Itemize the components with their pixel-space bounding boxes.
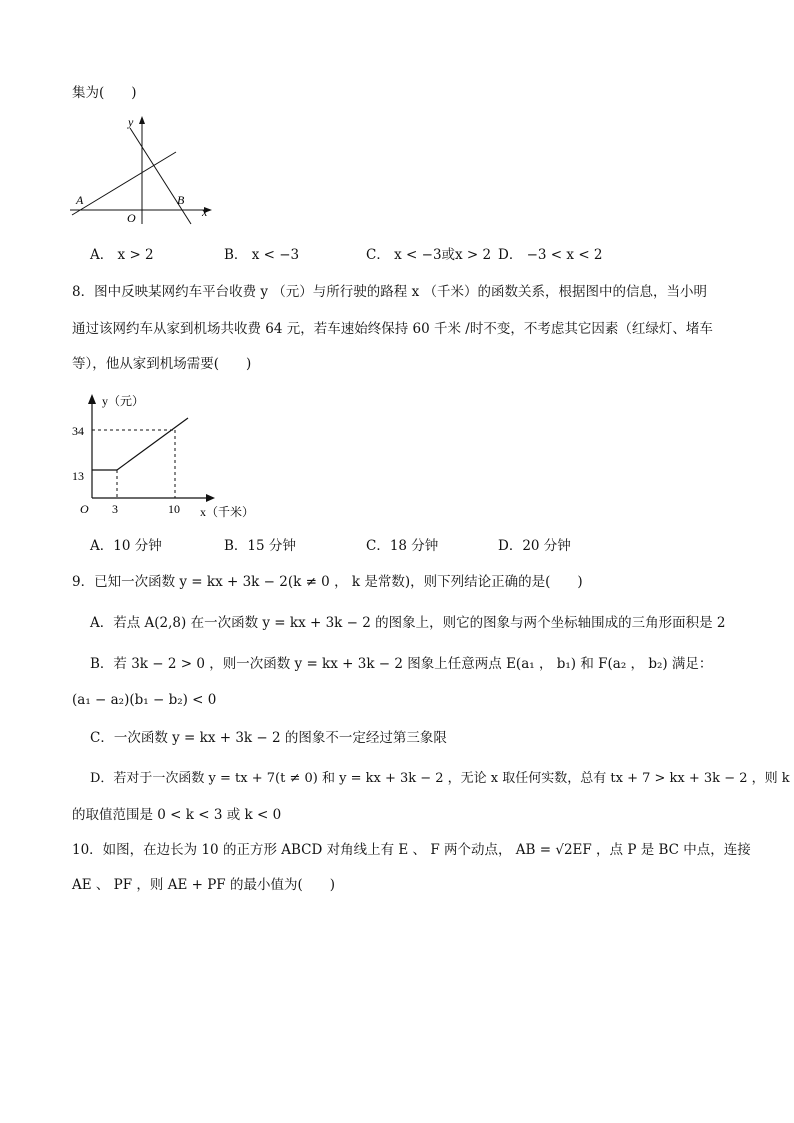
q8-stem-line2: 通过该网约车从家到机场共收费 64 元，若车速始终保持 60 千米 /时不变，不考虑其它因素（红绿灯、堵车 [72, 321, 713, 337]
q8-option-b: B．15 分钟 [224, 538, 296, 554]
q7-y-axis-label: y [128, 115, 134, 129]
q7-option-a: A． x > 2 [90, 247, 154, 263]
q7-option-c: C． x < −3或x > 2 [366, 247, 492, 263]
q7-stem-tail: 集为( ) [72, 85, 137, 101]
q8-stem-line1: 8．图中反映某网约车平台收费 y （元）与所行驶的路程 x （千米）的函数关系，根据图中的信息，当小明 [72, 284, 707, 300]
q8-x-tick-3: 3 [112, 502, 118, 516]
q7-graph [66, 112, 226, 227]
q8-option-d: D．20 分钟 [498, 538, 571, 554]
q8-y-axis-label: y（元） [102, 394, 145, 408]
q7-option-b: B． x < −3 [224, 247, 300, 263]
q8-x-tick-10: 10 [168, 502, 180, 516]
q9-option-b-line2: (a₁ − a₂)(b₁ − b₂) < 0 [72, 692, 217, 708]
q9-option-d-line2: 的取值范围是 0 < k < 3 或 k < 0 [72, 807, 282, 823]
q8-option-a: A．10 分钟 [90, 538, 162, 554]
q9-option-b-line1: B．若 3k − 2 > 0 ，则一次函数 y = kx + 3k − 2 图象上任意两点 E(a₁ ， b₁) 和 F(a₂ ， b₂) 满足： [90, 656, 713, 672]
q8-y-tick-13: 13 [72, 469, 84, 483]
q7-x-axis-label: x [202, 205, 208, 219]
q8-option-c: C．18 分钟 [366, 538, 439, 554]
q7-point-b-label: B [177, 193, 185, 207]
q7-origin-label: O [127, 211, 136, 225]
q10-stem-line2: AE 、 PF ，则 AE + PF 的最小值为( ) [72, 877, 335, 893]
q8-origin-label: O [80, 502, 89, 516]
q8-fare-graph [70, 390, 270, 524]
q10-stem-line1: 10．如图，在边长为 10 的正方形 ABCD 对角线上有 E 、 F 两个动点， AB = √2EF ，点 P 是 BC 中点，连接 [72, 842, 751, 858]
q9-option-d-line1: D．若对于一次函数 y = tx + 7(t ≠ 0) 和 y = kx + 3k − 2 ，无论 x 取任何实数，总有 tx + 7 > kx + 3k − 2 ，则 k [90, 771, 790, 786]
q9-option-a: A．若点 A(2,8) 在一次函数 y = kx + 3k − 2 的图象上，则它的图象与两个坐标轴围成的三角形面积是 2 [90, 615, 726, 631]
q9-option-c: C．一次函数 y = kx + 3k − 2 的图象不一定经过第三象限 [90, 730, 447, 746]
q8-y-tick-34: 34 [72, 424, 84, 438]
q9-stem: 9．已知一次函数 y = kx + 3k − 2(k ≠ 0 ， k 是常数)，则下列结论正确的是( ) [72, 574, 583, 590]
q8-x-axis-label: x（千米） [200, 505, 255, 519]
q7-option-d: D． −3 < x < 2 [498, 247, 603, 263]
q7-point-a-label: A [76, 193, 84, 207]
q8-stem-line3: 等），他从家到机场需要( ) [72, 356, 252, 372]
